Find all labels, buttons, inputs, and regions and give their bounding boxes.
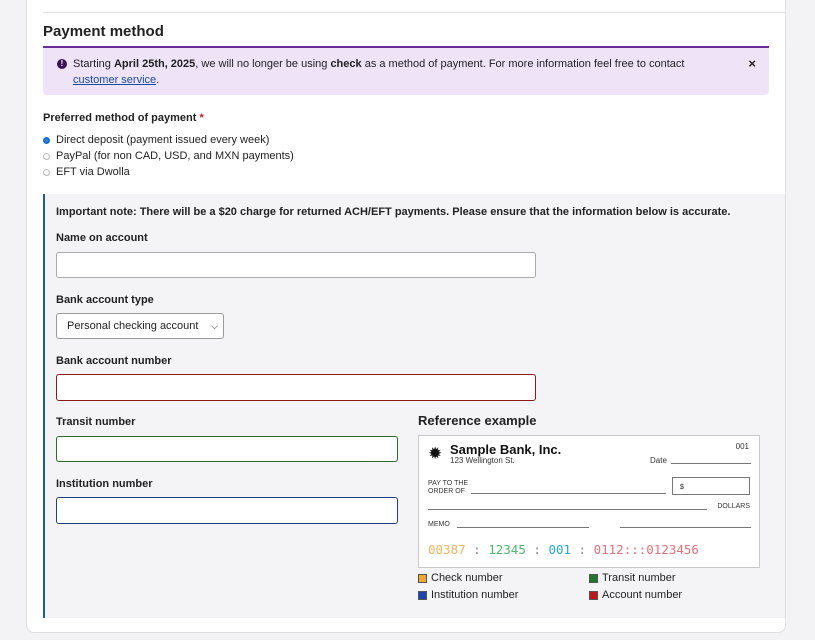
radio-button[interactable] — [43, 137, 50, 144]
institution-number-label: Institution number — [56, 478, 153, 490]
direct-deposit-panel — [43, 194, 785, 618]
payment-card — [26, 0, 786, 633]
divider — [43, 12, 785, 13]
radio-button[interactable] — [43, 153, 50, 160]
legend-swatch — [418, 574, 427, 583]
radio-direct-deposit[interactable] — [43, 134, 269, 146]
check-number: 001 — [735, 442, 749, 451]
bank-logo-icon: ✹ — [428, 444, 443, 463]
micr-account-number: 0112:::0123456 — [593, 542, 699, 557]
check-amount-box: $ — [672, 477, 750, 495]
legend-institution-number: Institution number — [418, 589, 518, 601]
radio-paypal[interactable] — [43, 150, 294, 162]
transit-number-label: Transit number — [56, 416, 136, 428]
select-value: Personal checking account — [67, 320, 199, 332]
check-payee-line — [471, 493, 666, 494]
name-on-account-input[interactable] — [56, 252, 536, 278]
check-pay-label: PAY TO THE ORDER OF — [428, 480, 469, 495]
bank-account-number-input[interactable] — [56, 374, 536, 401]
check-date-line — [671, 463, 751, 464]
micr-institution-number: 001 — [548, 542, 572, 557]
important-note: Important note: There will be a $20 charge for returned ACH/EFT payments. Please ensure that the information below is accurate. — [56, 206, 731, 218]
check-date-label: Date — [650, 456, 667, 465]
legend-swatch — [589, 591, 598, 600]
legend-account-number: Account number — [589, 589, 682, 601]
check-address: 123 Wellington St. — [450, 456, 515, 465]
alert-date: April 25th, 2025 — [113, 58, 196, 70]
legend-check-number: Check number — [418, 572, 503, 584]
name-on-account-label: Name on account — [56, 232, 148, 244]
required-mark: * — [199, 112, 204, 124]
bank-account-number-label: Bank account number — [56, 355, 172, 367]
radio-label: EFT via Dwolla — [56, 166, 130, 178]
legend-swatch — [418, 591, 427, 600]
bank-account-type-select[interactable] — [56, 313, 224, 339]
chevron-down-icon: ⌵ — [211, 321, 218, 331]
micr-check-number: 00387 — [428, 542, 466, 557]
customer-service-link[interactable]: customer service — [73, 74, 157, 86]
check-bank-name: Sample Bank, Inc. — [450, 442, 562, 457]
legend-transit-number: Transit number — [589, 572, 676, 584]
institution-number-input[interactable] — [56, 497, 398, 524]
bank-account-type-label: Bank account type — [56, 294, 154, 306]
check-dollars-label: DOLLARS — [717, 503, 750, 510]
alert-text: Starting April 25th, 2025, we will no longer be using check as a method of payment. For more information feel free to contact customer service. — [73, 58, 685, 86]
micr-transit-number: 12345 — [488, 542, 526, 557]
alert-method: check — [330, 58, 362, 70]
radio-eft-dwolla[interactable] — [43, 166, 130, 178]
legend-swatch — [589, 574, 598, 583]
check-signature-line — [620, 527, 751, 528]
close-icon[interactable]: × — [748, 56, 756, 71]
check-micr-line: 00387 : 12345 : 001 : 0112:::0123456 — [428, 542, 699, 557]
deprecation-alert — [43, 46, 769, 95]
radio-button[interactable] — [43, 169, 50, 176]
check-dollars-line — [428, 509, 707, 510]
radio-label: PayPal (for non CAD, USD, and MXN payments) — [56, 150, 294, 162]
transit-number-input[interactable] — [56, 436, 398, 462]
info-icon: ! — [57, 59, 67, 69]
preferred-method-label: Preferred method of payment * — [43, 112, 204, 124]
sample-check-image — [418, 435, 760, 568]
radio-label: Direct deposit (payment issued every week) — [56, 134, 270, 146]
check-memo-label: MEMO — [428, 521, 450, 528]
section-title: Payment method — [43, 23, 164, 40]
reference-title: Reference example — [418, 413, 537, 428]
check-memo-line — [457, 527, 589, 528]
